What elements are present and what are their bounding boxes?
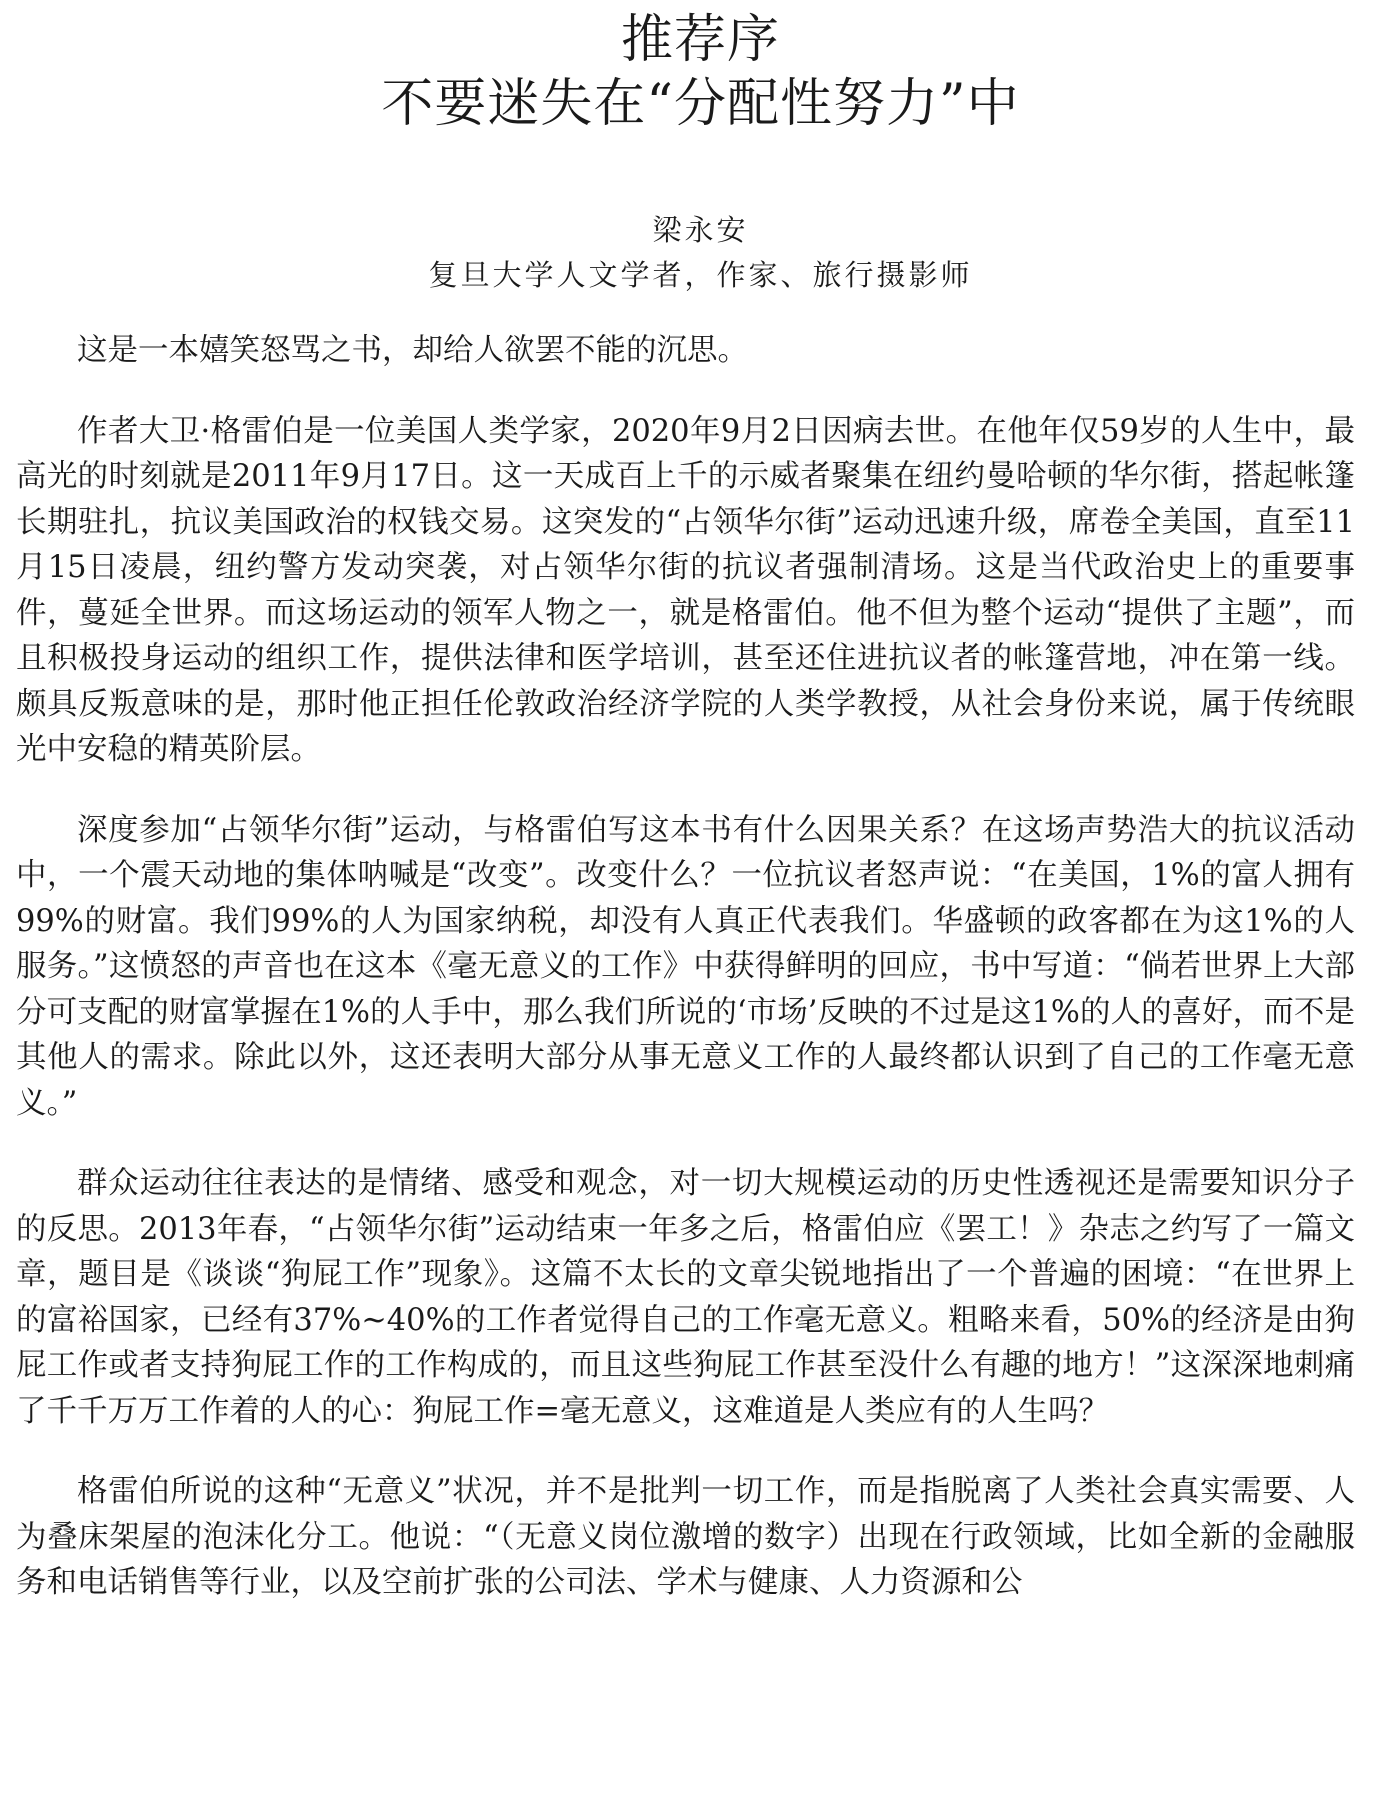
paragraph-2: 作者大卫·格雷伯是一位美国人类学家，2020年9月2日因病去世。在他年仅59岁的人生中，最高光的时刻就是2011年9月17日。这一天成百上千的示威者聚集在纽约曼哈顿的华尔街，搭起帐篷长期驻扎，抗议美国政治的权钱交易。这突发的“占领华尔街”运动迅速升级，席卷全美国，直至11月15日凌晨，纽约警方发动突袭，对占领华尔街的抗议者强制清场。这是当代政治史上的重要事件，蔓延全世界。而这场运动的领军人物之一，就是格雷伯。他不但为整个运动“提供了主题”，而且积极投身运动的组织工作，提供法律和医学培训，甚至还住进抗议者的帐篷营地，冲在第一线。颇具反叛意味的是，那时他正担任伦敦政治经济学院的人类学教授，从社会身份来说，属于传统眼光中安稳的精英阶层。 bbox=[16, 413, 1355, 767]
author-affiliation: 复旦大学人文学者，作家、旅行摄影师 bbox=[428, 258, 973, 292]
title-block bbox=[16, 8, 1355, 136]
preface-title: 不要迷失在“分配性努力”中 bbox=[381, 74, 1020, 134]
author-name: 梁永安 bbox=[652, 213, 749, 247]
paragraph-5: 格雷伯所说的这种“无意义”状况，并不是批判一切工作，而是指脱离了人类社会真实需要、人为叠床架屋的泡沫化分工。他说：“（无意义岗位激增的数字）出现在行政领域，比如全新的金融服务和电话销售等行业，以及空前扩张的公司法、学术与健康、人力资源和公 bbox=[16, 1474, 1355, 1600]
body-text bbox=[16, 328, 1355, 1606]
paragraph-1: 这是一本嬉笑怒骂之书，却给人欲罢不能的沉思。 bbox=[77, 333, 748, 368]
paragraph-3: 深度参加“占领华尔街”运动，与格雷伯写这本书有什么因果关系？在这场声势浩大的抗议活动中，一个震天动地的集体呐喊是“改变”。改变什么？一位抗议者怒声说：“在美国，1%的富人拥有99%的财富。我们99%的人为国家纳税，却没有人真正代表我们。华盛顿的政客都在为这1%的人服务。”这愤怒的声音也在这本《毫无意义的工作》中获得鲜明的回应，书中写道：“倘若世界上大部分可支配的财富掌握在1%的人手中，那么我们所说的‘市场’反映的不过是这1%的人的喜好，而不是其他人的需求。除此以外，这还表明大部分从事无意义工作的人最终都认识到了自己的工作毫无意义。” bbox=[16, 812, 1355, 1121]
paragraph-4: 群众运动往往表达的是情绪、感受和观念，对一切大规模运动的历史性透视还是需要知识分子的反思。2013年春，“占领华尔街”运动结束一年多之后，格雷伯应《罢工！》杂志之约写了一篇文章，题目是《谈谈“狗屁工作”现象》。这篇不太长的文章尖锐地指出了一个普遍的困境：“在世界上的富裕国家，已经有37%~40%的工作者觉得自己的工作毫无意义。粗略来看，50%的经济是由狗屁工作或者支持狗屁工作的工作构成的，而且这些狗屁工作甚至没什么有趣的地方！”这深深地刺痛了千千万万工作着的人的心：狗屁工作=毫无意义，这难道是人类应有的人生吗？ bbox=[16, 1166, 1355, 1429]
author-block bbox=[16, 208, 1355, 298]
section-title: 推荐序 bbox=[620, 10, 780, 70]
